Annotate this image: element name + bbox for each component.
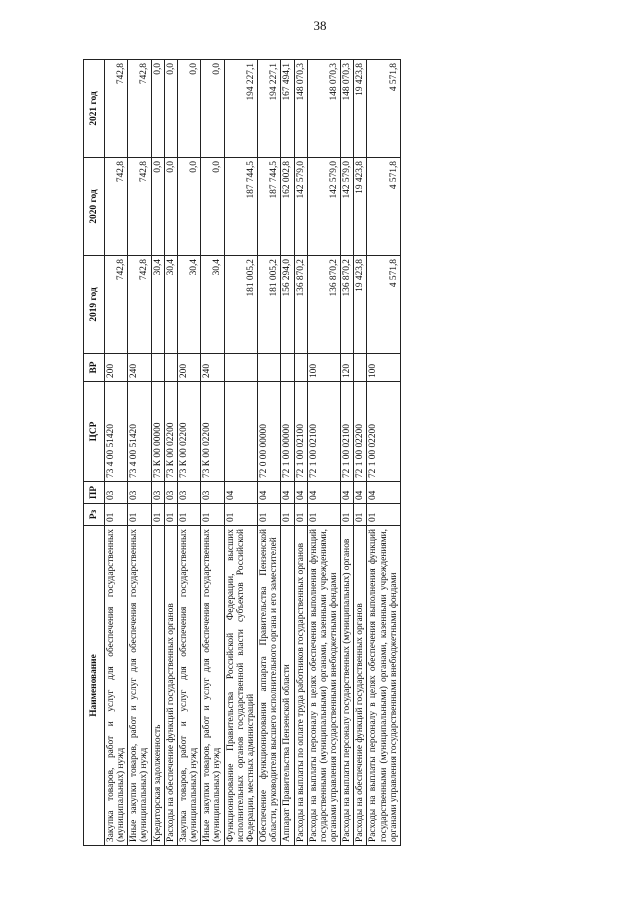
cell-name: Расходы на выплаты персоналу в целях обеспечения выполнения функций государственными (муниципальными) органами, казенными учреждениями, органами управления государственными внебюджетными фондами: [367, 526, 400, 846]
cell-2021: 194 227,1: [258, 60, 281, 158]
table-row: [224, 60, 257, 846]
cell-csr: 72 1 00 02100: [307, 382, 340, 482]
cell-pr: 03: [105, 482, 128, 504]
table-row: [128, 60, 151, 846]
cell-2020: 4 571,8: [367, 158, 400, 256]
cell-pr: 03: [177, 482, 200, 504]
cell-2020: 142 579,0: [294, 158, 307, 256]
cell-2021: 0,0: [201, 60, 224, 158]
header-rz: Рз: [84, 504, 105, 526]
cell-name: Расходы на выплаты персоналу в целях обеспечения выполнения функций государственными (муниципальными) органами, казенными учреждениями, органами управления государственными внебюджетными фондами: [307, 526, 340, 846]
cell-rz: 01: [258, 504, 281, 526]
cell-2020: 742,8: [105, 158, 128, 256]
cell-pr: 04: [354, 482, 367, 504]
cell-name: Закупка товаров, работ и услуг для обеспечения государственных (муниципальных) нужд: [105, 526, 128, 846]
cell-name: Закупка товаров, работ и услуг для обеспечения государственных (муниципальных) нужд: [177, 526, 200, 846]
cell-2019: 19 423,8: [354, 256, 367, 354]
cell-rz: 01: [281, 504, 294, 526]
table-row: [354, 60, 367, 846]
cell-pr: 03: [151, 482, 164, 504]
header-csr: ЦСР: [84, 382, 105, 482]
cell-rz: 01: [224, 504, 257, 526]
cell-csr: 72 1 00 00000: [281, 382, 294, 482]
table-row: [307, 60, 340, 846]
cell-rz: 01: [294, 504, 307, 526]
cell-name: Иные закупки товаров, работ и услуг для обеспечения государственных (муниципальных) нужд: [128, 526, 151, 846]
cell-vr: 200: [105, 354, 128, 382]
cell-name: Расходы на выплаты персоналу государственных (муниципальных) органов: [341, 526, 354, 846]
cell-2019: 136 870,2: [341, 256, 354, 354]
table-row: [258, 60, 281, 846]
page-number: 38: [313, 18, 327, 33]
table-row: [164, 60, 177, 846]
cell-csr: 73 К 00 02200: [201, 382, 224, 482]
cell-csr: 72 1 00 02200: [354, 382, 367, 482]
cell-pr: 03: [201, 482, 224, 504]
header-name: Наименование: [84, 526, 105, 846]
cell-pr: 04: [341, 482, 354, 504]
cell-vr: [281, 354, 294, 382]
cell-2021: 4 571,8: [367, 60, 400, 158]
cell-rz: 01: [105, 504, 128, 526]
cell-2020: 187 744,5: [224, 158, 257, 256]
cell-vr: [224, 354, 257, 382]
table-container: [83, 60, 551, 846]
cell-vr: [294, 354, 307, 382]
rotated-table-area: [83, 60, 551, 846]
cell-rz: 01: [128, 504, 151, 526]
cell-2020: 142 579,0: [307, 158, 340, 256]
cell-2021: 148 070,3: [294, 60, 307, 158]
cell-vr: 240: [128, 354, 151, 382]
header-2019: 2019 год: [84, 256, 105, 354]
cell-2019: 4 571,8: [367, 256, 400, 354]
cell-name: Кредиторская задолженность: [151, 526, 164, 846]
cell-2020: 0,0: [201, 158, 224, 256]
cell-csr: 73 4 00 51420: [105, 382, 128, 482]
cell-rz: 01: [307, 504, 340, 526]
cell-csr: 73 К 00 02200: [164, 382, 177, 482]
table-row: [281, 60, 294, 846]
cell-2020: 0,0: [151, 158, 164, 256]
cell-2020: 0,0: [177, 158, 200, 256]
table-row: [341, 60, 354, 846]
cell-2020: 742,8: [128, 158, 151, 256]
cell-name: Расходы на выплаты по оплате труда работников государственных органов: [294, 526, 307, 846]
cell-csr: 72 1 00 02200: [367, 382, 400, 482]
cell-2021: 0,0: [164, 60, 177, 158]
cell-2021: 148 070,3: [341, 60, 354, 158]
table-row: [201, 60, 224, 846]
cell-pr: 04: [307, 482, 340, 504]
cell-name: Расходы на обеспечение функций государственных органов: [354, 526, 367, 846]
cell-vr: 240: [201, 354, 224, 382]
cell-2019: 181 005,2: [258, 256, 281, 354]
cell-name: Аппарат Правительства Пензенской области: [281, 526, 294, 846]
cell-vr: 200: [177, 354, 200, 382]
table-row: [151, 60, 164, 846]
table-row: [294, 60, 307, 846]
cell-vr: [164, 354, 177, 382]
cell-2020: 162 002,8: [281, 158, 294, 256]
budget-table: [83, 59, 401, 846]
table-header-row: [84, 60, 105, 846]
header-2020: 2020 год: [84, 158, 105, 256]
cell-pr: 04: [281, 482, 294, 504]
cell-2020: 0,0: [164, 158, 177, 256]
cell-vr: 120: [341, 354, 354, 382]
cell-csr: 72 0 00 00000: [258, 382, 281, 482]
cell-2019: 156 294,0: [281, 256, 294, 354]
cell-2019: 181 005,2: [224, 256, 257, 354]
cell-rz: 01: [151, 504, 164, 526]
cell-vr: [258, 354, 281, 382]
cell-name: Обеспечение функционирования аппарата Правительства Пензенской области, руководителя высшего исполнительного органа и его заместителей: [258, 526, 281, 846]
cell-csr: 73 К 00 00000: [151, 382, 164, 482]
cell-rz: 01: [341, 504, 354, 526]
cell-vr: 100: [367, 354, 400, 382]
cell-rz: 01: [354, 504, 367, 526]
cell-2020: 142 579,0: [341, 158, 354, 256]
header-2021: 2021 год: [84, 60, 105, 158]
cell-rz: 01: [201, 504, 224, 526]
cell-vr: 100: [307, 354, 340, 382]
cell-rz: 01: [164, 504, 177, 526]
cell-2021: 167 494,1: [281, 60, 294, 158]
cell-2019: 136 870,2: [307, 256, 340, 354]
cell-2019: 30,4: [164, 256, 177, 354]
header-pr: ПР: [84, 482, 105, 504]
cell-2019: 30,4: [201, 256, 224, 354]
cell-csr: 72 1 00 02100: [294, 382, 307, 482]
cell-2020: 187 744,5: [258, 158, 281, 256]
cell-name: Иные закупки товаров, работ и услуг для обеспечения государственных (муниципальных) нужд: [201, 526, 224, 846]
cell-pr: 04: [258, 482, 281, 504]
cell-pr: 04: [224, 482, 257, 504]
cell-2021: 0,0: [177, 60, 200, 158]
cell-2021: 0,0: [151, 60, 164, 158]
cell-2021: 194 227,1: [224, 60, 257, 158]
header-vr: ВР: [84, 354, 105, 382]
cell-rz: 01: [177, 504, 200, 526]
cell-2019: 136 870,2: [294, 256, 307, 354]
table-row: [367, 60, 400, 846]
cell-2021: 742,8: [128, 60, 151, 158]
table-row: [105, 60, 128, 846]
cell-2019: 742,8: [128, 256, 151, 354]
cell-2019: 30,4: [151, 256, 164, 354]
cell-2021: 148 070,3: [307, 60, 340, 158]
cell-vr: [354, 354, 367, 382]
cell-2019: 742,8: [105, 256, 128, 354]
cell-2020: 19 423,8: [354, 158, 367, 256]
cell-vr: [151, 354, 164, 382]
cell-csr: 73 4 00 51420: [128, 382, 151, 482]
cell-pr: 04: [367, 482, 400, 504]
cell-2021: 742,8: [105, 60, 128, 158]
cell-name: Расходы на обеспечение функций государственных органов: [164, 526, 177, 846]
cell-pr: 03: [128, 482, 151, 504]
cell-csr: 72 1 00 02100: [341, 382, 354, 482]
cell-2019: 30,4: [177, 256, 200, 354]
cell-rz: 01: [367, 504, 400, 526]
cell-csr: 73 К 00 02200: [177, 382, 200, 482]
cell-2021: 19 423,8: [354, 60, 367, 158]
cell-name: Функционирование Правительства Российской Федерации, высших исполнительных органов государственной власти субъектов Российской Федерации, местных администраций: [224, 526, 257, 846]
cell-csr: [224, 382, 257, 482]
cell-pr: 03: [164, 482, 177, 504]
cell-pr: 04: [294, 482, 307, 504]
table-row: [177, 60, 200, 846]
